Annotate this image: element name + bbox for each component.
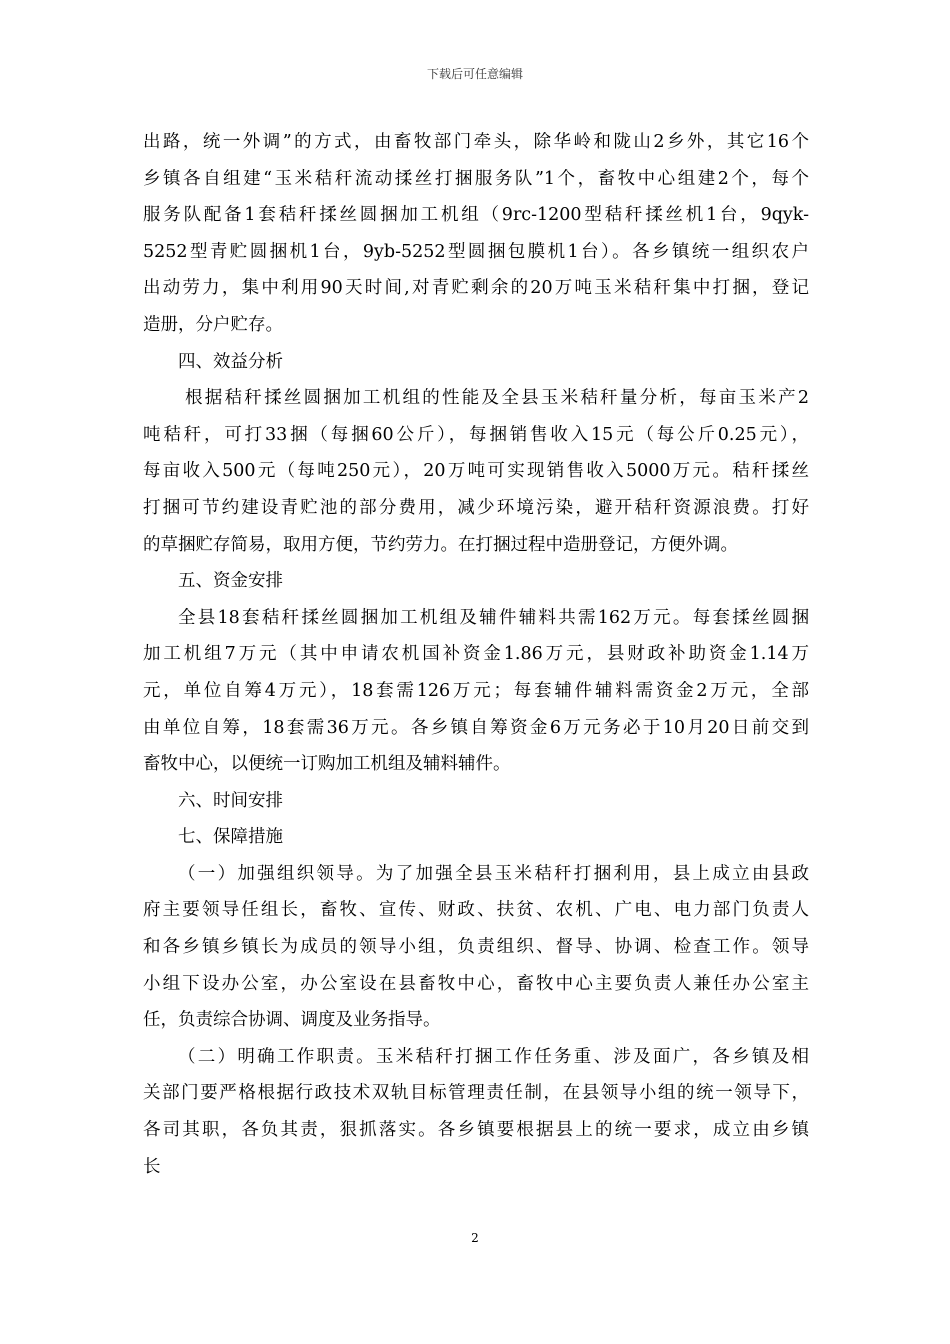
text-line: 5252型青贮圆捆机1台，9yb-5252型圆捆包膜机1台）。各乡镇统一组织农户 — [143, 241, 809, 262]
text-line: 全县18套秸秆揉丝圆捆加工机组及辅件辅料共需162万元。每套揉丝圆捆 — [178, 607, 809, 628]
text-line: 任，负责综合协调、调度及业务指导。 — [143, 1010, 441, 1031]
text-line: 打捆可节约建设青贮池的部分费用，减少环境污染，避开秸秆资源浪费。打好 — [143, 497, 809, 518]
text-line: 的草捆贮存简易，取用方便，节约劳力。在打捆过程中造册登记，方便外调。 — [143, 534, 738, 555]
section-heading-safeguards: 七、保障措施 — [178, 827, 283, 848]
text-line: 元，单位自筹4万元），18套需126万元；每套辅件辅料需资金2万元，全部 — [143, 680, 809, 701]
text-line: （一）加强组织领导。为了加强全县玉米秸秆打捆利用，县上成立由县政 — [178, 863, 809, 884]
document-body — [143, 124, 809, 1185]
text-line: 服务队配备1套秸秆揉丝圆捆加工机组（9rc-1200型秸秆揉丝机1台，9qyk- — [143, 205, 809, 226]
text-line: 由单位自筹，18套需36万元。各乡镇自筹资金6万元务必于10月20日前交到 — [143, 717, 809, 738]
text-line: 和各乡镇乡镇长为成员的领导小组，负责组织、督导、协调、检查工作。领导 — [143, 937, 809, 958]
text-line: 每亩收入500元（每吨250元），20万吨可实现销售收入5000万元。秸秆揉丝 — [143, 461, 809, 482]
text-line: 各司其职，各负其责，狠抓落实。各乡镇要根据县上的统一要求，成立由乡镇 — [143, 1120, 809, 1141]
text-line: 关部门要严格根据行政技术双轨目标管理责任制，在县领导小组的统一领导下， — [143, 1083, 809, 1104]
text-line: 造册，分户贮存。 — [143, 314, 283, 335]
text-line: 府主要领导任组长，畜牧、宣传、财政、扶贫、农机、广电、电力部门负责人 — [143, 900, 809, 921]
page-header: 下载后可任意编辑 — [426, 67, 523, 81]
text-line: 长 — [143, 1156, 161, 1177]
text-line: 加工机组7万元（其中申请农机国补资金1.86万元，县财政补助资金1.14万 — [143, 644, 809, 665]
section-heading-schedule: 六、时间安排 — [178, 790, 283, 811]
text-line: 出路，统一外调”的方式，由畜牧部门牵头，除华岭和陇山2乡外，其它16个 — [143, 132, 809, 152]
text-line: 吨秸秆，可打33捆（每捆60公斤），每捆销售收入15元（每公斤0.25元）， — [143, 424, 809, 445]
text-line: （二）明确工作职责。玉米秸秆打捆工作任务重、涉及面广，各乡镇及相 — [178, 1046, 809, 1067]
text-line: 畜牧中心，以便统一订购加工机组及辅料辅件。 — [143, 754, 511, 775]
section-heading-benefit: 四、效益分析 — [178, 351, 283, 372]
text-line: 乡镇各自组建“玉米秸秆流动揉丝打捆服务队”1个，畜牧中心组建2个，每个 — [143, 168, 809, 189]
text-line: 小组下设办公室，办公室设在县畜牧中心，畜牧中心主要负责人兼任办公室主 — [143, 973, 809, 994]
page-number: 2 — [471, 1231, 479, 1245]
text-line: 根据秸秆揉丝圆捆加工机组的性能及全县玉米秸秆量分析，每亩玉米产2 — [185, 388, 809, 409]
text-line: 出动劳力，集中利用90天时间,对青贮剩余的20万吨玉米秸秆集中打捆，登记 — [143, 278, 809, 299]
section-heading-funding: 五、资金安排 — [178, 571, 283, 592]
